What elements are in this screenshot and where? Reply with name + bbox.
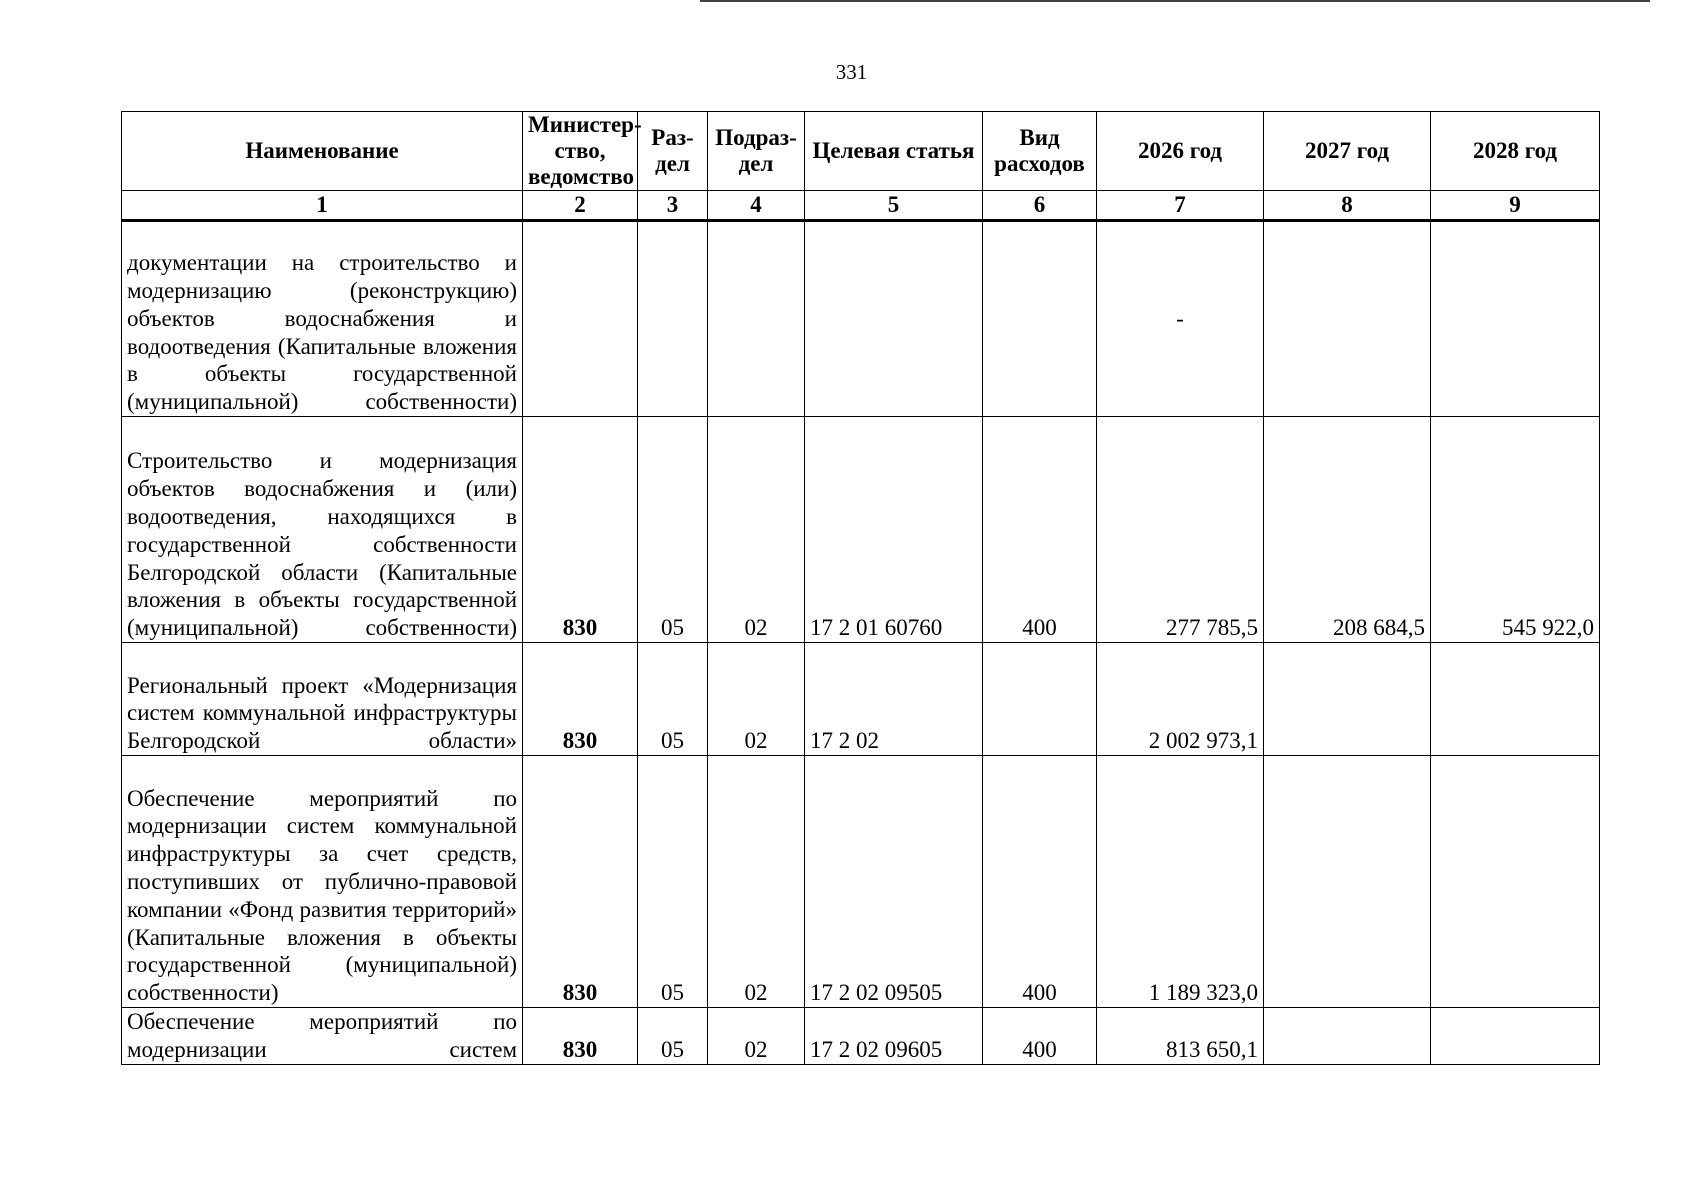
- row-ministry: 830: [523, 1008, 638, 1065]
- column-number: 9: [1431, 191, 1600, 221]
- row-name: Обеспечение мероприятий по модернизации систем: [122, 1008, 523, 1065]
- row-section: 05: [638, 643, 708, 756]
- row-amount-2026: 1 189 323,0: [1097, 756, 1264, 1008]
- row-ministry: 830: [523, 756, 638, 1008]
- column-number: 1: [122, 191, 523, 221]
- row-amount-2026: 277 785,5: [1097, 417, 1264, 643]
- row-section: [638, 221, 708, 417]
- scan-edge-line: [700, 0, 1650, 2]
- row-amount-2028: [1431, 643, 1600, 756]
- row-section: 05: [638, 417, 708, 643]
- row-amount-2028: [1431, 221, 1600, 417]
- table-row: [122, 756, 1600, 1008]
- row-target-article: 17 2 02 09605: [805, 1008, 983, 1065]
- row-amount-2027: [1264, 756, 1431, 1008]
- row-amount-2027: [1264, 643, 1431, 756]
- header-section: Раз-дел: [638, 112, 708, 191]
- row-amount-2028: 545 922,0: [1431, 417, 1600, 643]
- budget-table: [121, 111, 1600, 1065]
- row-expense-type: [983, 643, 1097, 756]
- row-amount-2026: 2 002 973,1: [1097, 643, 1264, 756]
- row-subsection: 02: [708, 1008, 805, 1065]
- header-year-2027: 2027 год: [1264, 112, 1431, 191]
- column-number: 2: [523, 191, 638, 221]
- row-name: Обеспечение мероприятий по модернизации систем коммунальной инфраструктуры за счет средств, поступивших от публично-правовой компании «Фонд развития территорий» (Капитальные вложения в объекты государственной (муниципальной) собственности): [122, 756, 523, 1008]
- row-subsection: 02: [708, 756, 805, 1008]
- row-ministry: 830: [523, 417, 638, 643]
- row-section: 05: [638, 1008, 708, 1065]
- column-number: 8: [1264, 191, 1431, 221]
- row-amount-2027: [1264, 221, 1431, 417]
- row-subsection: 02: [708, 643, 805, 756]
- column-number: 4: [708, 191, 805, 221]
- row-expense-type: 400: [983, 1008, 1097, 1065]
- row-amount-2026: -: [1097, 221, 1264, 417]
- row-name: Строительство и модернизация объектов водоснабжения и (или) водоотведения, находящихся в государственной собственности Белгородской области (Капитальные вложения в объекты государственной (муниципальной) собственности): [122, 417, 523, 643]
- table-row: [122, 417, 1600, 643]
- row-ministry: [523, 221, 638, 417]
- row-amount-2026: 813 650,1: [1097, 1008, 1264, 1065]
- row-expense-type: [983, 221, 1097, 417]
- row-subsection: [708, 221, 805, 417]
- row-ministry: 830: [523, 643, 638, 756]
- header-expense-type: Вид расходов: [983, 112, 1097, 191]
- header-target-article: Целевая статья: [805, 112, 983, 191]
- table-row: [122, 221, 1600, 417]
- row-amount-2027: 208 684,5: [1264, 417, 1431, 643]
- header-name: Наименование: [122, 112, 523, 191]
- row-amount-2027: [1264, 1008, 1431, 1065]
- row-target-article: 17 2 01 60760: [805, 417, 983, 643]
- row-target-article: 17 2 02 09505: [805, 756, 983, 1008]
- row-amount-2028: [1431, 756, 1600, 1008]
- header-year-2026: 2026 год: [1097, 112, 1264, 191]
- row-subsection: 02: [708, 417, 805, 643]
- row-section: 05: [638, 756, 708, 1008]
- header-subsection: Подраз-дел: [708, 112, 805, 191]
- table-header-row: [122, 112, 1600, 191]
- row-expense-type: 400: [983, 417, 1097, 643]
- table-row: [122, 643, 1600, 756]
- row-amount-2028: [1431, 1008, 1600, 1065]
- column-number: 3: [638, 191, 708, 221]
- table-row: [122, 1008, 1600, 1065]
- page-number: 331: [835, 60, 868, 84]
- column-numbers-row: [122, 191, 1600, 221]
- row-target-article: 17 2 02: [805, 643, 983, 756]
- row-name: документации на строительство и модернизацию (реконструкцию) объектов водоснабжения и водоотведения (Капитальные вложения в объекты государственной (муниципальной) собственности): [122, 221, 523, 417]
- row-target-article: [805, 221, 983, 417]
- row-name: Региональный проект «Модернизация систем коммунальной инфраструктуры Белгородской области»: [122, 643, 523, 756]
- column-number: 7: [1097, 191, 1264, 221]
- column-number: 6: [983, 191, 1097, 221]
- header-ministry: Министер-ство, ведомство: [523, 112, 638, 191]
- header-year-2028: 2028 год: [1431, 112, 1600, 191]
- column-number: 5: [805, 191, 983, 221]
- row-expense-type: 400: [983, 756, 1097, 1008]
